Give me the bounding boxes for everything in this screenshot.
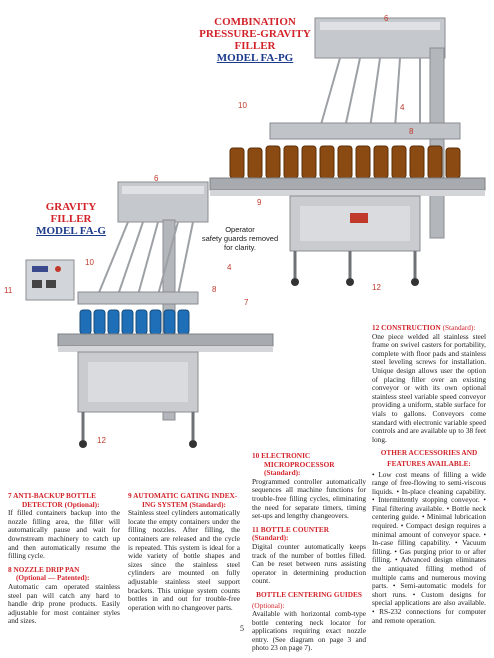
callout-8-left: 8 bbox=[212, 285, 217, 294]
text-column-3 bbox=[252, 452, 366, 658]
title-line1: GRAVITY bbox=[45, 201, 97, 213]
caption-line3: for clarity. bbox=[224, 243, 256, 252]
text-column-4 bbox=[372, 324, 486, 630]
construction-section bbox=[372, 324, 486, 444]
construction-text: One piece welded all stainless steel frame on swivel casters for portability, complete with floor pads and stainless steel leveling screws for installation. Unique design allows user the option of placing filler over an existing conveyor or with its own optional stainless steel variable speed conveyor providing a uniform, stable surface for vials to gallons. Conveyors come standard with electronic variable speed controls and are available up to 38 feet long. bbox=[372, 331, 486, 444]
text-column-1 bbox=[8, 492, 120, 631]
counter-section bbox=[252, 526, 366, 586]
callout-9: 9 bbox=[257, 198, 262, 207]
drip-pan-subheading: (Optional — Patented): bbox=[16, 573, 90, 583]
caption-line2: safety guards removed bbox=[201, 234, 279, 243]
anti-backup-subheading: DETECTOR (Optional): bbox=[22, 499, 100, 509]
microprocessor-heading-2: MICROPROCESSOR bbox=[264, 459, 335, 469]
callout-11: 11 bbox=[4, 286, 13, 295]
drip-pan-section bbox=[8, 566, 120, 626]
callout-8-top: 8 bbox=[409, 127, 414, 136]
callout-7: 7 bbox=[244, 298, 249, 307]
counter-text: Digital counter automatically keeps track of the number of bottles filled. Can be reset between runs assisting operator in determining production count. bbox=[252, 541, 366, 586]
gating-section bbox=[128, 492, 240, 612]
accessories-section bbox=[372, 449, 486, 625]
gating-heading: 9 AUTOMATIC GATING INDEX- bbox=[128, 491, 238, 500]
page-number: 5 bbox=[240, 624, 244, 633]
centering-guides-heading: BOTTLE CENTERING GUIDES bbox=[256, 589, 362, 599]
safety-guards-caption bbox=[195, 225, 285, 252]
anti-backup-section bbox=[8, 492, 120, 561]
gating-subheading: ING SYSTEM (Standard): bbox=[142, 499, 226, 509]
title-line2: PRESSURE-GRAVITY bbox=[199, 28, 311, 40]
centering-guides-section bbox=[252, 591, 366, 653]
microprocessor-text: Programmed controller automatically sequences all machine functions for trouble-free filling cycles, eliminating the need for separate timers, timing set-ups and lengthy changeovers. bbox=[252, 476, 366, 521]
callout-12-right: 12 bbox=[372, 283, 381, 292]
drip-pan-heading: 8 NOZZLE DRIP PAN bbox=[8, 564, 80, 574]
construction-title: 12 CONSTRUCTION bbox=[372, 323, 441, 332]
title-line3: FILLER bbox=[234, 40, 276, 52]
gating-text: Stainless steel cylinders automatically locate the empty containers under the filling nozzles. After filling, the containers are released and the cycle is repeated. This system is ideal for a wide variety of bottle shapes and sizes since the stainless steel cylinders are mounted on fully adjustable stainless steel support brackets. This unique system counts bottles in and out for trouble-free operation with no changeover parts. bbox=[128, 508, 240, 612]
callout-6-top: 6 bbox=[384, 14, 389, 23]
counter-heading: 11 BOTTLE COUNTER bbox=[252, 524, 330, 534]
callout-10-top: 10 bbox=[238, 101, 247, 110]
accessories-text: • Low cost means of filling a wide range of free-flowing to semi-viscous liquids. • In-place cleaning capability. • Intermittently stopping conveyor. • Final filtering available. • Bottle neck centering guide. • Minimal lubrication required. • Compact design requires a minimal amount of conveyor space. • In-case filling capability. • Vacuum filling. • Gas purging prior to or after filling. • Advanced design eliminates the antiquated filling method of multiple cams and numerous moving parts. • Semi-automatic models for short runs. • Custom designs for special applications are also available. • RS-232 connections for computer and remote operation. bbox=[372, 469, 486, 625]
drip-pan-text: Automatic cam operated stainless steel pan will catch any hard to handle drip prone products. Easily adjustable for most container styles and sizes. bbox=[8, 581, 120, 626]
callout-6-mid: 6 bbox=[154, 174, 159, 183]
construction-subheading: (Standard): bbox=[442, 323, 476, 332]
model-fa-pg: MODEL FA-PG bbox=[216, 52, 294, 64]
title-line2: FILLER bbox=[50, 213, 92, 225]
microprocessor-subheading: (Standard): bbox=[264, 468, 301, 478]
caption-line1: Operator bbox=[225, 225, 255, 234]
microprocessor-heading: 10 ELECTRONIC bbox=[252, 451, 311, 460]
callout-4-top: 4 bbox=[400, 103, 405, 112]
centering-guides-text: Available with horizontal comb-type bottle centering neck locator for applications requiring exact nozzle entry. (See diagram on page 3 and photo 23 on page 7). bbox=[252, 609, 366, 653]
accessories-heading-2: FEATURES AVAILABLE: bbox=[387, 458, 471, 468]
gravity-filler-photo bbox=[18, 170, 278, 470]
callout-12-left: 12 bbox=[97, 436, 106, 445]
text-column-2 bbox=[128, 492, 240, 617]
model-fa-g: MODEL FA-G bbox=[36, 225, 106, 237]
accessories-heading: OTHER ACCESSORIES AND bbox=[380, 448, 478, 458]
callout-4-left: 4 bbox=[227, 263, 232, 272]
microprocessor-section bbox=[252, 452, 366, 521]
title-line1: COMBINATION bbox=[214, 16, 296, 28]
anti-backup-text: If filled containers backup into the nozzle filling area, the filler will automatically pause and wait for downstream machinery to catch up and then automatically resume the filling cycle. bbox=[8, 508, 120, 561]
counter-subheading: (Standard): bbox=[252, 533, 289, 543]
anti-backup-heading: 7 ANTI-BACKUP BOTTLE bbox=[8, 491, 96, 500]
centering-guides-subheading: (Optional): bbox=[252, 600, 285, 610]
callout-10-left: 10 bbox=[85, 258, 94, 267]
